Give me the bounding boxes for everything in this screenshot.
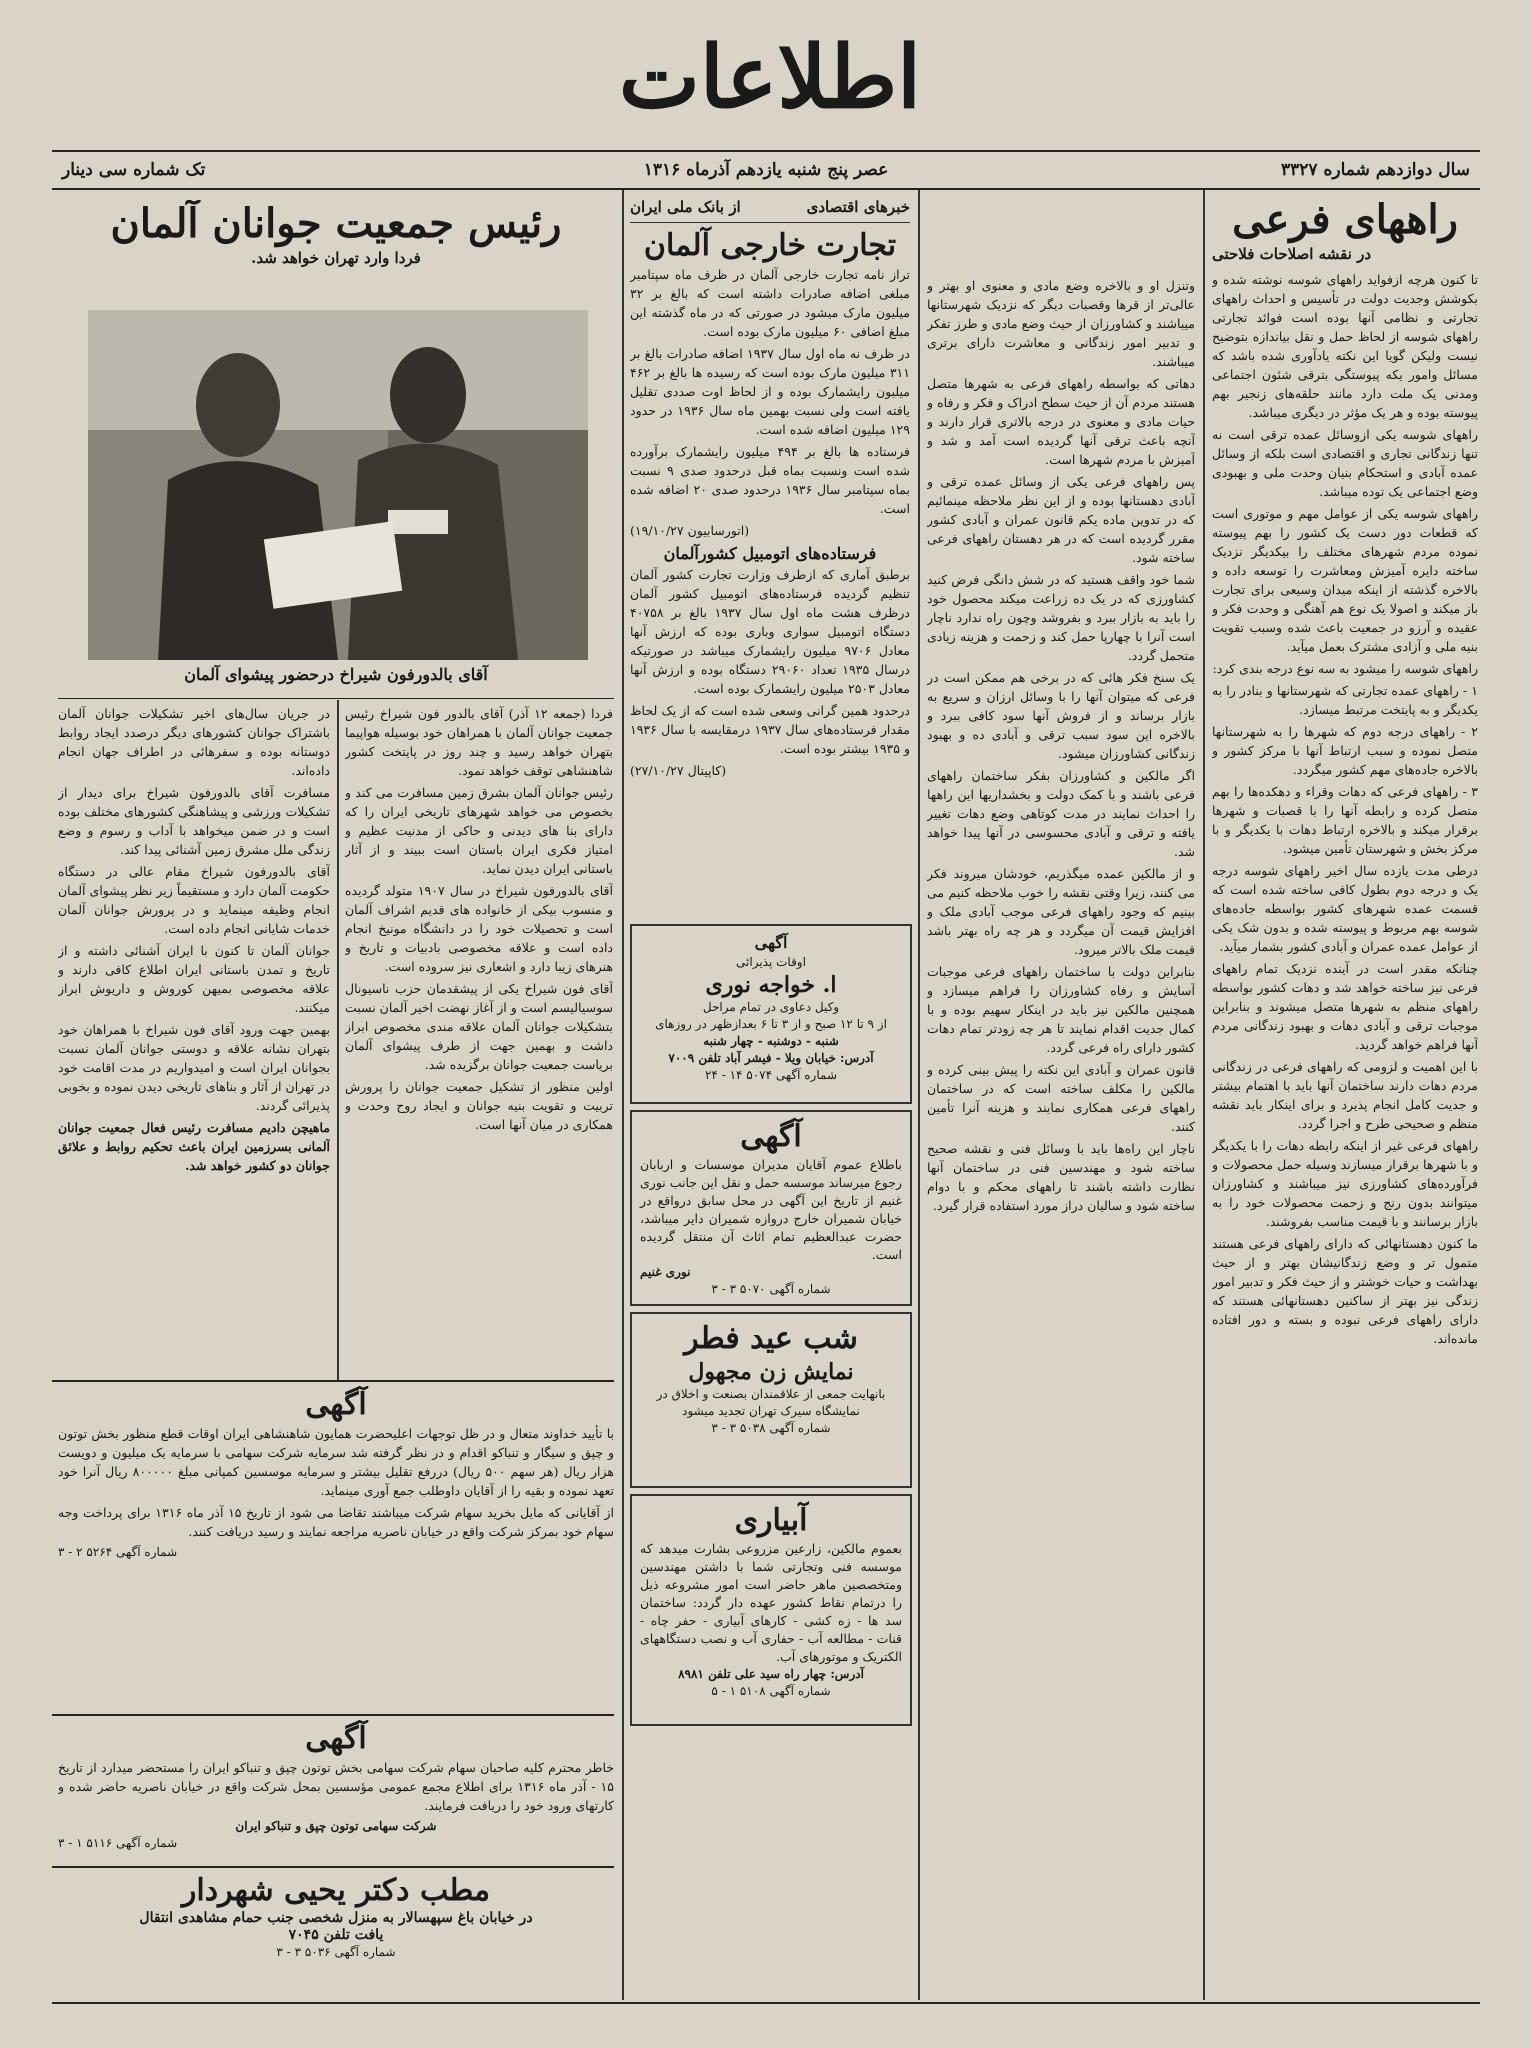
ad-signature: شرکت سهامی توتون چپق و تنباکو ایران	[235, 1819, 437, 1833]
article-youth-leader-right	[345, 704, 613, 1374]
ad-text: خاطر محترم کلیه صاحبان سهام شرکت سهامی بخش توتون چپق و تنباکو ایران را مستحضر میدارد از تاریخ ۱۵ - آذر ماه ۱۳۱۶ برای اطلاع مجمع عمومی مؤسسین بمحل شرکت واقع در خیابان ناصریه حاضر شده و کارتهای ورود خود را دریافت فرمایند.	[58, 1760, 614, 1813]
paragraph: ما کنون دهستانهائی که دارای راههای فرعی هستند متمول تر و وضع زندگانیشان بهتر و از حیث بهداشت و حیات خوشتر و از حیث فکر و تدبیر امور زندگی نیز بهتر از ساکنین دهستانهائی هستند که دارای راههای فرعی نبوده و بسته و دور افتاده مانده‌اند.	[1212, 1236, 1478, 1346]
paragraph: فردا (جمعه ۱۲ آذر) آقای بالدور فون شیراخ رئیس جمعیت جوانان آلمان با همراهان خود بوسیله هواپیما بتهران خواهد رسید و چند روز در پایتخت کشور شاهنشاهی توقف خواهد نمود.	[345, 706, 613, 778]
paragraph: ناچار این راه‌ها باید با وسائل فنی و نقشه صحیح ساخته شود و مهندسین فنی در ساختمان آنها نظارت داشته باشند تا راههای محکم و با دوام ساخته شود و سالیان دراز مورد استفاده قرار گیرد.	[927, 1141, 1195, 1213]
issue-price: تک شماره سی دینار	[62, 160, 206, 180]
paragraph: ۱ - راههای عمده تجارتی که شهرستانها و بنادر را به یکدیگر و به پایتخت مرتبط میسازد.	[1212, 683, 1478, 717]
ad-tobacco-shareholders	[58, 1720, 614, 1862]
section-rule	[52, 1866, 614, 1868]
ad-text: بانهایت جمعی از علاقمندان بصنعت و اخلاق در نمایشگاه سیرک تهران تجدید میشود	[656, 1387, 886, 1418]
paragraph: اگر مالکین و کشاورزان بفکر ساختمان راههای فرعی باشند و با کمک دولت و بخشداریها این راهها را احداث نمایند در مدت کوتاهی وضع دهات تغییر یافته و ترقی و آبادی محسوسی در آنها پیدا خواهد شد.	[927, 768, 1195, 859]
ad-lawyer	[630, 924, 912, 1104]
paragraph: راههای شوسه یکی ازوسائل عمده ترقی است نه تنها زندگانی تجاری و اقتصادی است بلکه از وسائل عمده آبادی و استحکام بنیان وحدت ملی و بهبودی وضع اجتماعی یک توده میباشد.	[1212, 427, 1478, 499]
paragraph: رئیس جوانان آلمان بشرق زمین مسافرت می کند و بخصوص می خواهد شهرهای تاریخی ایران را که دارای بنا های دیدنی و حاکی از مدنیت عظیم و امتیاز فکری ایران باستان است ببیند و از آثار باستانی ایران دیدن نماید.	[345, 785, 613, 876]
volume-number: سال دوازدهم شماره ۳۳۲۷	[1281, 160, 1470, 180]
closing-paragraph: ماهیچن دادیم مسافرت رئیس فعال جمعیت جوانان آلمانی بسرزمین ایران باعث تحکیم روابط و علائق جوانان دو کشور خواهد شد.	[58, 1120, 330, 1173]
paragraph: در ظرف نه ماه اول سال ۱۹۳۷ اضافه صادرات بالغ بر ۳۱۱ میلیون مارک بوده است که رسیده ها بالغ بر ۴۶۲ میلیون رایشمارک بوده و از لحاظ اوت صددی تقلیل یافته است ولی نسبت بهمین ماه سال ۱۹۳۶ در حدود ۱۲۹ میلیون اضافه شده است.	[630, 346, 910, 437]
paragraph: آقای بالدورفون شیراخ مقام عالی در دستگاه حکومت آلمان دارد و مستقیماً زیر نظر پیشوای آلمان انجام وظیفه مینماید و در پرورش جوانان آلمان خدمات شایانی انجام داده است.	[58, 864, 330, 936]
paragraph: در جریان سال‌های اخیر تشکیلات جوانان آلمان باشتراک جوانان کشورهای دیگر درصدد ایجاد روابط دوستانه بوده و سفرهائی در اطراف جهان انجام داده‌اند.	[58, 706, 330, 778]
photo-caption-box	[58, 664, 614, 696]
page-bottom-rule	[52, 2002, 1480, 2004]
ad-phone: یافت تلفن ۷۰۴۵	[288, 1927, 384, 1943]
paragraph: ۲ - راههای درجه دوم که شهرها را به شهرستانها متصل نموده و سبب ارتباط آنها با مرکز کشور و بالاخره جاده‌های مهم کشور میگردد.	[1212, 724, 1478, 777]
ad-title: مطب دکتر یحیی شهردار	[181, 1873, 491, 1908]
ad-address: آدرس: چهار راه سید علی تلفن ۸۹۸۱	[678, 1667, 864, 1681]
article-subhead: در نقشه اصلاحات فلاحتی	[1212, 245, 1372, 263]
ad-name: ا. خواجه نوری	[705, 972, 837, 998]
paragraph: ۳ - راههای فرعی که دهات وقراء و دهکده‌ها را بهم متصل کرده و رابطه آنها را با قصبات و شهرها برقرار میکند و بالاخره ارتباط دهات با یکدیگر و با مرکز بخش و شهرستان تأمین میشود.	[1212, 784, 1478, 856]
ad-reference: شماره آگهی ۵۲۶۴ ۲ - ۳	[58, 1545, 178, 1559]
section-rule	[52, 1714, 614, 1716]
ad-header: آگهی	[754, 933, 788, 952]
section-rule	[58, 698, 614, 699]
ad-reference: شماره آگهی ۵۰۳۶ ۳ - ۳	[276, 1945, 396, 1959]
paragraph: راههای فرعی غیر از اینکه رابطه دهات را با یکدیگر و با شهرها برقرار میسازند وسیله حمل محصولات و فرآورده‌های کشاورزی نیز میباشند و کشاورزان میتوانند بدون رنج و زحمت محصولات خود را به بازار برسانند و با قیمت مناسب بفروشند.	[1212, 1138, 1478, 1229]
paragraph: راههای شوسه را میشود به سه نوع درجه بندی کرد:	[1212, 661, 1478, 676]
ad-line: از ۹ تا ۱۲ صبح و از ۳ تا ۶ بعدازظهر در روزهای	[655, 1017, 887, 1031]
issue-date: عصر پنج شنبه یازدهم آذرماه ۱۳۱۶	[643, 160, 889, 180]
paragraph: تا کنون هرچه ازفواید راههای شوسه نوشته شده و بکوشش وجدیت دولت در تأسیس و احداث راههای تجارتی و نظامی آنها بوده است فوائد تجارتی راههای شوسه از لحاظ حمل و نقل بیاندازه بتوضیح نیست ولیکن گویا این نکته یادآوری شده باشد که مسائل وامور یکه پیوستگی بترقی شئون اجتماعی ومدنی یک ملت دارد مانند حلقه‌های زنجیر بهم پیوسته بوده و هر یک مؤثر در دیگری میباشد.	[1212, 272, 1478, 420]
source-note: (کاپیتال ۲۷/۱۰/۲۷)	[630, 763, 727, 778]
paragraph: چنانکه مقدر است در آینده نزدیک تمام راههای فرعی نیز ساخته خواهد شد و دهات کشور بواسطه راههای منظم به شهرها متصل میشوند و بنابراین موجبات ترقی و آبادی دهات و بهبود زندگانی مردم آنها فراهم خواهد گردید.	[1212, 961, 1478, 1052]
ad-reference: شماره آگهی ۵۰۳۸ ۳ - ۳	[711, 1421, 831, 1435]
section-rule	[52, 1380, 614, 1382]
ad-title: شب عید فطر	[684, 1321, 858, 1356]
article-german-trade	[630, 196, 910, 916]
section-label-economic: خبرهای اقتصادی	[806, 198, 910, 216]
ad-reference: شماره آگهی ۵۰۷۰ ۳ - ۳	[711, 1282, 831, 1296]
ad-signature: نوری غنیم	[640, 1265, 691, 1279]
ad-eid-show	[630, 1312, 912, 1488]
paragraph: جوانان آلمان تا کنون با ایران آشنائی داشته و از تاریخ و تمدن باستانی ایران اطلاع کافی دارند و علاقه مخصوصی بمیهن کوروش و داریوش ابراز میکنند.	[58, 943, 330, 1015]
column-rule	[337, 700, 339, 1380]
paragraph: بنابراین دولت با ساختمان راههای فرعی موجبات آسایش و رفاه کشاورزان را فراهم میسازد و همچنین مالکین نیز باید در اینکار سهیم بوده و با کمال جدیت اقدام نمایند تا هر چه زودتر تمام دهات کشور دارای راه فرعی گردد.	[927, 964, 1195, 1055]
article-headline-2: فرستاده‌های اتومبیل کشورآلمان	[663, 544, 877, 563]
ad-line: شماره آگهی ۵۰۷۴ ۱۴ - ۲۴	[704, 1068, 838, 1082]
ad-subtitle: نمایش زن مجهول	[688, 1359, 854, 1385]
ad-irrigation	[630, 1494, 912, 1726]
article-headline: راههای فرعی	[1232, 196, 1458, 243]
source-note: (اتورسابیون ۱۹/۱۰/۲۷)	[630, 523, 750, 538]
paragraph: آقای بالدورفون شیراخ در سال ۱۹۰۷ متولد گردیده و منسوب بیکی از خانواده های قدیم اشراف آلمان است و تحصیلات خود را در دانشگاه مونیخ انجام داده است و علاقه مخصوصی بادبیات و تاریخ و هنرهای زیبا دارد و اشعاری نیز سروده است.	[345, 883, 613, 974]
article-youth-leader-left	[58, 704, 330, 1374]
paragraph: تراز نامه تجارت خارجی آلمان در ظرف ماه سپتامبر مبلغی اضافه صادرات داشته است که بالغ بر ۳۲ میلیون مارک میشود در صورتی که در ماه گذشته این مبلغ اضافی ۶۰ میلیون مارک بوده است.	[630, 267, 910, 339]
ad-header: آگهی	[740, 1119, 802, 1154]
paragraph: وتنزل او و بالاخره وضع مادی و معنوی او بهتر و عالی‌تر از قرها وقصبات دیگر که نزدیک شهرستانها میباشند و کشاورزان از حیث وضع مادی و طرز تفکر و تدبیر امور زندگانی و معاشرت دارای برتری میباشند.	[927, 278, 1195, 369]
article-rural-roads	[1212, 196, 1478, 1996]
paragraph: درحدود همین گرانی وسعی شده است که از یک لحاظ مقدار فرستاده‌های سال ۱۹۳۷ درمقایسه با سال ۱۹۳۶ و ۱۹۳۵ بیشتر بوده است.	[630, 703, 910, 756]
article-subhead: فردا وارد تهران خواهد شد.	[251, 249, 421, 267]
paragraph: با این اهمیت و لزومی که راههای فرعی در زندگانی مردم دهات دارند ساختمان آنها باید با اهتمام بیشتر و جدیت کامل انجام پذیرد و برای اینکار باید نقشه منظم و صحیحی طرح و اجرا گردد.	[1212, 1059, 1478, 1131]
column-rule	[918, 190, 920, 2000]
column-rule	[1203, 190, 1205, 2000]
column-rule	[622, 190, 624, 2000]
ad-address: در خیابان باغ سپهسالار به منزل شخصی جنب حمام مشاهدی انتقال	[139, 1910, 533, 1926]
paragraph: راههای شوسه یکی از عوامل مهم و موتوری است که قطعات دور دست یک کشور را بهم پیوسته نموده مردم شهرهای مختلف را بیکدیگر نزدیک ساخته دایره آمیزش ومعاشرت را توسعه داده و بالاخره گذشته از اینکه میدان وسیعی برای تجارت باز میکند و اصولا یک نوع هم آهنگی و وحدت فکر و عقیده و آرزو در جمعیت باعث شده وسبب تقویت بنیه ملی و آزادی مشترک بعمل میآید.	[1212, 506, 1478, 654]
masthead	[0, 0, 1532, 160]
ad-tobacco-company	[58, 1386, 614, 1711]
paragraph: آقای فون شیراخ یکی از پیشقدمان حزب ناسیونال سوسیالیسم است و از آغاز نهضت اخیر آلمان نسبت بتشکیلات جوانان آلمان علاقه مندی مخصوص ابراز داشت و بهمین جهت از طرف پیشوای آلمان بریاست جمعیت جوانان برگزیده شد.	[345, 981, 613, 1072]
ad-header: آگهی	[305, 1387, 367, 1422]
ad-title: آبیاری	[734, 1503, 808, 1538]
ad-header: آگهی	[305, 1721, 367, 1756]
article-youth-leader-header	[58, 200, 614, 310]
paragraph: بهمین جهت ورود آقای فون شیراخ با همراهان خود بتهران نشانه علاقه و دوستی جوانان آلمان نسبت بجوانان ایران است و امیدواریم در مدت اقامت خود در تهران از آثار و بناهای تاریخی دیدن نموده و بخوبی پذیرائی گردند.	[58, 1022, 330, 1113]
photo-leaders	[88, 310, 588, 660]
photo-caption: آقای بالدورفون شیراخ درحضور پیشوای آلمان	[184, 665, 488, 684]
masthead-rule-bottom	[52, 188, 1480, 190]
newspaper-logo: اطلاعات	[618, 27, 922, 128]
info-bar	[52, 160, 1480, 184]
paragraph: فرستاده ها بالغ بر ۴۹۴ میلیون رایشمارک برآورده شده است ونسبت بماه قبل درحدود صدی ۹ نسبت بماه سپتامبر سال ۱۹۳۶ درحدود صدی ۲۰ اضافه شده است.	[630, 444, 910, 516]
paragraph: پس راههای فرعی یکی از وسائل عمده ترقی و آبادی دهستانها بوده و از این نظر ملاحظه مینمائیم که در تدوین ماده یکم قانون عمران و آبادی کشور مقرر گردیده است که در هر دهستان راههای فرعی ساخته شود.	[927, 474, 1195, 565]
paragraph: قانون عمران و آبادی این نکته را پیش بینی کرده و مالکین را مکلف ساخته است که در ساختمان راههای فرعی همکاری نمایند و هزینه آنرا تأمین کنند.	[927, 1062, 1195, 1134]
ad-text: از آقایانی که مایل بخرید سهام شرکت میباشند تقاضا می شود از تاریخ ۱۵ آذر ماه ۱۳۱۶ برای پرداخت وجه سهام خود بمرکز شرکت واقع در خیابان ناصریه مراجعه نمایند و رسید دریافت کنند.	[58, 1505, 614, 1539]
paragraph: برطبق آماری که ازطرف وزارت تجارت کشور آلمان تنظیم گردیده فرستاده‌های اتومبیل کشور آلمان درظرف هشت ماه اول سال ۱۹۳۷ بالغ بر ۴۰۷۵۸ دستگاه اتومبیل سواری وباری بوده که ارزش آنها معادل ۹۷۰۶ میلیون رایشمارک میباشد در صورتیکه درسال ۱۹۳۵ تعداد ۲۹۰۶۰ دستگاه بوده و ارزش آنها معادل ۲۵۰۳ میلیون رایشمارک بوده است.	[630, 567, 910, 696]
article-headline: تجارت خارجی آلمان	[643, 228, 897, 263]
ad-hours-label: اوقات پذیرائی	[736, 955, 806, 969]
paragraph: دهاتی که بواسطه راههای فرعی به شهرها متصل هستند مردم آن از حیث سطح ادراک و فکر و رفاه و حیات مادی و معنوی در درجه بالاتری قرار دارند و آنچه باعث ترقی آنها گردیده است آمد و شد و آمیزش با مردم شهرها است.	[927, 376, 1195, 467]
section-label-bank: از بانک ملی ایران	[630, 198, 741, 216]
paragraph: و از مالکین عمده میگذریم، خودشان میروند فکر می کنند، زیرا وقتی نقشه را خوب ملاحظه کنیم می بینیم که وجود راههای فرعی موجب آبادی ملک و افزایش قیمت آن میگردد و هر چه راه بهتر باشد قیمت ملک بالاتر میرود.	[927, 866, 1195, 957]
ad-text: بعموم مالکین، زارعین مزروعی بشارت میدهد که موسسه فنی وتجارتی شما با داشتن مهندسین ومتخصصین ماهر حاضر است امور مشروعه ذیل را درتمام نقاط کشور عهده دار گردد: ساختمان سد ها - زه کشی - کارهای آبیاری - حفر چاه - قنات - مطالعه آب - حفاری آب و نصب دستگاههای الکتریک و موتورهای آب.	[640, 1541, 902, 1664]
article-rural-roads-continued	[927, 276, 1195, 1996]
ad-reference: شماره آگهی ۵۱۰۸ ۱ - ۵	[711, 1684, 831, 1698]
ad-transport	[630, 1110, 912, 1306]
ad-line: وکیل دعاوی در تمام مراحل	[702, 1000, 840, 1014]
ad-text: باطلاع عموم آقایان مدیران موسسات و اربابان رجوع میرساند موسسه حمل و نقل این جانب نوری غنیم از تاریخ این آگهی در محل سابق درواقع در خیابان شمیران خارج دروازه شمیران دایر میباشد، حضرت عبدالعظیم تمام اثاث آن منتقل گردیده است.	[640, 1157, 902, 1262]
paragraph: درطی مدت یازده سال اخیر راههای شوسه درجه یک و درجه دوم بطول کافی ساخته شده است که قسمت عمده شهرهای کشور بواسطه جاده‌های شوسه بهم مربوط و پیوسته شده و بدون شک یکی از عوامل عمده عمران و آبادی کشور بشمار میآید.	[1212, 863, 1478, 954]
paragraph: شما خود واقف هستید که در شش دانگی فرض کنید کشاورزی که در یک ده زراعت میکند محصول خود را باید به بازار ببرد و بفروشد وچون راه ندارد ناچار است آنرا با چهارپا حمل کند و زحمت و هزینه زیادی متحمل گردد.	[927, 572, 1195, 663]
ad-line: شنبه - دوشنبه - چهار شنبه	[703, 1034, 839, 1048]
masthead-rule-top	[52, 150, 1480, 152]
paragraph: یک سنخ فکر هائی که در برخی هم ممکن است در فرعی که میتوان آنها را با وسائل ارزان و سریع به بازار برساند و از فروش آنها سود کافی ببرد و بالاخره این سود سبب ترقی و آبادی ده و بهبود زندگانی کشاورزان میشود.	[927, 670, 1195, 761]
photo-image	[88, 310, 588, 660]
ad-doctor-clinic	[58, 1872, 614, 1996]
ad-text: با تأیید خداوند متعال و در ظل توجهات اعلیحضرت همایون شاهنشاهی ایران اوقات قطع منظور بخش توتون و چپق و سیگار و تنباکو اقدام و در نظر گرفته شد سرمایه شرکت سهامی با سرمایه یک میلیون و دویست هزار ریال (هر سهم ۵۰۰ ریال) دررفع تقلیل بیشتر و سرمایه موسسین کمپانی مبلغ ۸۰۰۰۰۰ ریال آنرا خود تعهد نموده و بقیه را از آقایان داوطلب جمع آوری مینماید.	[58, 1426, 614, 1498]
article-headline: رئیس جمعیت جوانان آلمان	[110, 200, 562, 247]
paragraph: اولین منظور از تشکیل جمعیت جوانان را پرورش تربیت و تقویت بنیه جوانان و ایجاد روح وحدت و همکاری در میان آنها است.	[345, 1079, 613, 1132]
ad-reference: شماره آگهی ۵۱۱۶ ۱ - ۳	[58, 1836, 178, 1850]
paragraph: مسافرت آقای بالدورفون شیراخ برای دیدار از تشکیلات ورزشی و پیشاهنگی کشورهای مختلف بوده است و در ضمن میخواهد با آداب و رسوم و وضع زندگی ملل مشرق زمین آشنائی پیدا کند.	[58, 785, 330, 857]
ad-line: آدرس: خیابان ویلا - فیشر آباد تلفن ۷۰۰۹	[668, 1051, 874, 1065]
